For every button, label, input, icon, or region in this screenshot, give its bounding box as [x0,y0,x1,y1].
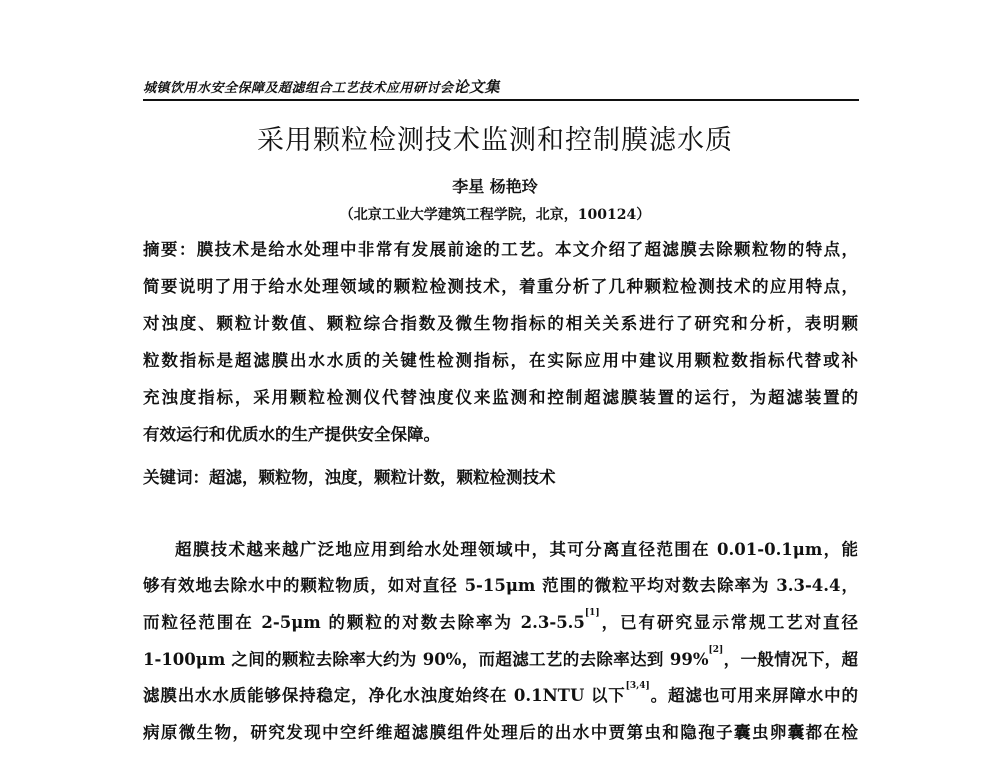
authors: 李星 杨艳玲 [452,177,538,196]
affiliation: （北京工业大学建筑工程学院，北京，100124） [339,207,651,223]
body-line: 够有效地去除水中的颗粒物质，如对直径 5-15μm 范围的微粒平均对数去除率为 3.3-4.4， [143,576,858,595]
body-line: 病原微生物，研究发现中空纤维超滤膜组件处理后的出水中贾第虫和隐孢子囊虫卵囊都在检 [143,723,858,742]
text: 而粒径范围在 2-5μm 的颗粒的对数去除率为 2.3-5.5 [143,613,585,632]
body-line: 超膜技术越来越广泛地应用到给水处理领域中，其可分离直径范围在 0.01-0.1μm，能 [175,540,858,559]
text: 。超滤也可用来屏障水中的 [649,686,858,705]
paper-title: 采用颗粒检测技术监测和控制膜滤水质 [257,125,733,156]
text: ，已有研究显示常规工艺对直径 [599,613,858,632]
citation: [2] [708,645,724,655]
text: 1-100μm 之间的颗粒去除率大约为 90%，而超滤工艺的去除率达到 99% [143,650,709,669]
series-title-bold: 论文集 [453,78,501,96]
abstract-line: 简要说明了用于给水处理领域的颗粒检测技术，着重分析了几种颗粒检测技术的应用特点， [143,277,858,296]
abstract-text: 膜技术是给水处理中非常有发展前途的工艺。本文介绍了超滤膜去除颗粒物的特点， [196,240,859,259]
abstract-line: 充浊度指标，采用颗粒检测仪代替浊度仪来监测和控制超滤膜装置的运行，为超滤装置的 [143,388,858,407]
text: ，一般情况下，超 [723,650,858,669]
body-line [143,609,858,633]
body-line [143,682,858,706]
series-title: 城镇饮用水安全保障及超滤组合工艺技术应用研讨会 [143,81,454,96]
text: 滤膜出水水质能够保持稳定，净化水浊度始终在 0.1NTU 以下 [143,686,626,705]
abstract-label: 摘要： [143,240,197,259]
citation: [1] [584,608,600,618]
abstract-line [143,236,858,260]
abstract-line: 有效运行和优质水的生产提供安全保障。 [143,425,440,444]
keywords [143,464,858,488]
abstract-line: 粒数指标是超滤膜出水水质的关键性检测指标，在实际应用中建议用颗粒数指标代替或补 [143,351,858,370]
keywords-label: 关键词： [143,468,209,487]
header-rule [143,99,859,101]
keywords-text: 超滤，颗粒物，浊度，颗粒计数，颗粒检测技术 [209,468,556,487]
body-line [143,646,858,670]
abstract-line: 对浊度、颗粒计数值、颗粒综合指数及微生物指标的相关关系进行了研究和分析，表明颗 [143,314,858,333]
running-header [143,76,500,97]
citation: [3,4] [625,681,650,691]
